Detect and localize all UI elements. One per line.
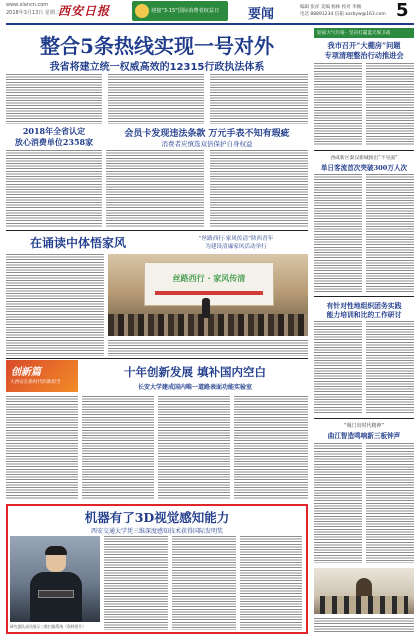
consumer-body <box>6 150 102 228</box>
lead-body-col-2 <box>108 74 204 124</box>
member-headline: 会员卡发现违法条款 万元手表不知有瑕疵 <box>124 129 290 139</box>
story-3d-caption: 研究团队成员展示三维扫描系统（资料图片） <box>10 624 86 629</box>
section-rule-1 <box>6 230 308 231</box>
city-photo-people <box>320 596 408 614</box>
masthead-rule <box>6 23 414 25</box>
story-3d-photo-device <box>38 590 74 598</box>
side-top-body-1 <box>314 63 362 146</box>
side-top-story <box>314 28 414 146</box>
city-rule <box>314 418 414 419</box>
expo-photo-ribbon <box>155 291 263 295</box>
expo-photo-speaker <box>202 298 210 318</box>
page-number: 5 <box>396 0 409 21</box>
single-day-story <box>314 150 414 292</box>
expo-story <box>6 232 308 356</box>
story-3d-body-col-2 <box>172 536 236 630</box>
member-body-col-2 <box>210 150 308 228</box>
lead-subhead: 我省将建立统一权威高效的12315行政执法体系 <box>49 62 265 73</box>
organ-body-2 <box>366 321 414 414</box>
banner-emblem-icon <box>135 4 149 18</box>
member-body-col-1 <box>106 150 204 228</box>
side-top-headline-1: 我市召开“大棚房”问题 <box>327 41 401 50</box>
organ-headline-1: 有针对性地组织团务实践 <box>326 302 402 310</box>
ten-year-body-col-3 <box>234 396 308 500</box>
special-label-box <box>6 360 78 392</box>
lead-body-col-1 <box>6 74 102 124</box>
special-section <box>6 360 308 500</box>
city-headline: 曲江智造鸣响新三板钟声 <box>327 432 401 440</box>
city-photo <box>314 568 414 614</box>
side-top-body-2 <box>366 63 414 146</box>
special-subtitle: 大西安在新时代的新担当 <box>10 380 61 385</box>
paper-logo: 西安日报 <box>58 4 111 18</box>
organ-headline-2: 能力培训和比的工作研讨 <box>326 311 402 319</box>
site-url: www.xiancn.com <box>6 2 49 8</box>
ten-year-body-col-1 <box>82 396 154 500</box>
member-subhead: 消费者应慎选双倍保护自身权益 <box>161 140 253 148</box>
single-day-headline: 单日客流首次突破300万人次 <box>320 164 408 172</box>
lead-story <box>6 28 308 124</box>
side-top-banner <box>314 28 414 38</box>
organ-body-1 <box>314 321 362 414</box>
masthead-banner-text: 迎接"3·15"国际消费者权益日 <box>151 8 220 14</box>
expo-photo-banner: 丝路西行 · 家风传清 <box>172 274 246 283</box>
single-day-body-2 <box>366 174 414 292</box>
lead-body-col-3 <box>210 74 308 124</box>
section-name: 要闻 <box>248 7 275 22</box>
city-body-1 <box>314 443 362 563</box>
lead-headline: 整合5条热线实现一号对外 <box>40 34 274 58</box>
expo-subhead-2: 为建设清廉家风活动举行 <box>205 244 267 250</box>
editor-line-1: 编辑 张祥 美编 杨林 校对 李楠 <box>300 5 362 10</box>
story-3d-vision <box>6 504 308 634</box>
story-3d-body-col-1 <box>104 536 168 630</box>
side-top-headline-2: 专项清理整治行动推进会 <box>324 51 404 60</box>
ten-year-body-col-2 <box>158 396 230 500</box>
consumer-headline-1: 2018年全省认定 <box>22 126 86 136</box>
editor-line-2: 电话 88891234 信箱 xarbyw@163.com <box>300 12 386 17</box>
single-day-rule <box>314 150 414 151</box>
masthead <box>0 0 420 26</box>
issue-date: 2018年3月13日 星期二 <box>6 10 60 16</box>
masthead-banner <box>132 1 228 21</box>
expo-headline: 在诵读中体悟家风 <box>30 236 127 250</box>
organ-story <box>314 296 414 414</box>
ten-year-subhead: 长安大学建成国内唯一道路表面功能实验室 <box>137 384 252 391</box>
story-3d-headline: 机器有了3D视觉感知能力 <box>84 510 230 525</box>
organ-rule <box>314 296 414 297</box>
expo-subhead-1: “丝路西行·家风传清”陕西青年 <box>198 236 274 242</box>
city-body-2 <box>366 443 414 563</box>
story-3d-photo <box>10 536 100 622</box>
expo-photo <box>108 254 308 336</box>
expo-body-col-1 <box>6 254 104 356</box>
consumer-story <box>6 126 102 228</box>
story-3d-body-col-3 <box>240 536 302 630</box>
city-kicker: “城门出时代精神” <box>343 423 385 429</box>
special-body-col-1 <box>6 396 78 500</box>
ten-year-headline: 十年创新发展 填补国内空白 <box>123 365 266 379</box>
city-caption <box>314 618 414 632</box>
city-story <box>314 418 414 632</box>
consumer-headline-2: 放心消费单位2358家 <box>14 137 94 147</box>
side-top-banner-text: 迎战大气污染 · 坚决打赢蓝天保卫战 <box>317 31 391 36</box>
section-rule-2 <box>6 358 308 359</box>
single-day-body-1 <box>314 174 362 292</box>
single-day-kicker: 西咸新区秦汉新城推出“不见面” <box>330 156 398 161</box>
special-label: 创新篇 <box>11 367 41 378</box>
expo-body-col-2 <box>108 340 308 356</box>
story-3d-subhead: 西安交通大学凭三维深度感知技术获得国际发明奖 <box>90 528 223 535</box>
story-3d-photo-hair <box>45 546 67 555</box>
member-card-story <box>106 126 308 228</box>
